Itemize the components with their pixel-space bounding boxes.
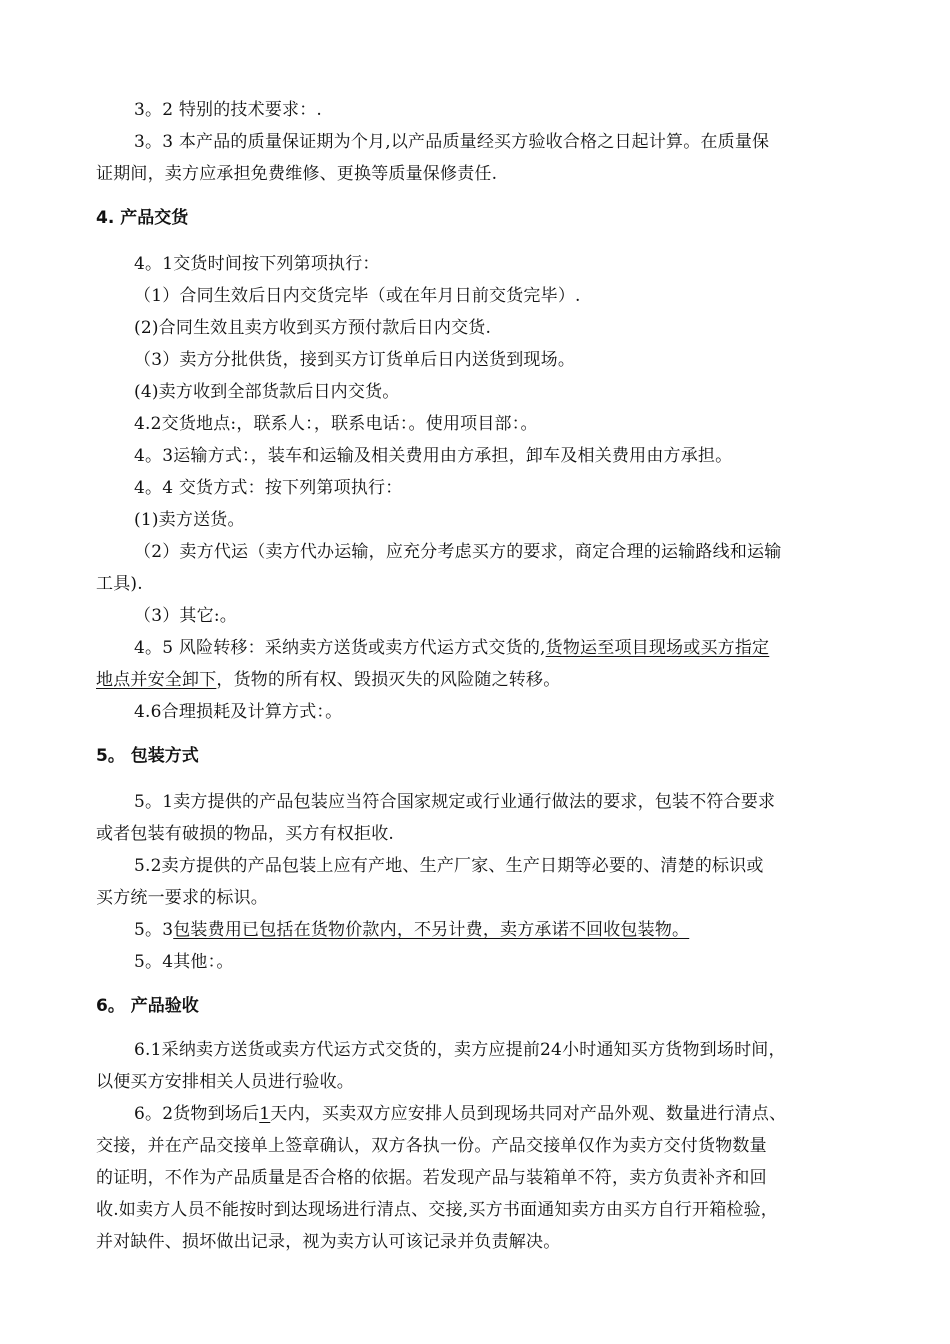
clause-6-2-cont-4: 并对缺件、损坏做出记录，视为卖方认可该记录并负责解决。 <box>96 1232 561 1252</box>
clause-4-2: 4.2交货地点:，联系人：，联系电话：。使用项目部：。 <box>134 414 538 434</box>
clause-3-3-cont: 证期间，卖方应承担免费维修、更换等质量保修责任. <box>96 164 498 184</box>
clause-4-1-option-1: （1）合同生效后日内交货完毕（或在年月日前交货完毕）. <box>134 286 581 306</box>
clause-6-1: 6.1采纳卖方送货或卖方代运方式交货的，卖方应提前24小时通知买方货物到场时间， <box>134 1040 786 1060</box>
clause-5-3 <box>134 918 689 942</box>
clause-4-3: 4。3运输方式：，装车和运输及相关费用由方承担，卸车及相关费用由方承担。 <box>134 446 733 466</box>
clause-4-5-text: 4。5 风险转移：采纳卖方送货或卖方代运方式交货的, <box>134 638 546 658</box>
clause-4-4-option-1: (1)卖方送货。 <box>134 510 245 530</box>
clause-5-4: 5。4其他：。 <box>134 952 234 972</box>
clause-4-5-underlined-cont: 地点并安全卸下 <box>96 670 217 690</box>
clause-6-2-text: 6。2货物到场后 <box>134 1104 260 1124</box>
section-6-heading: 6。 产品验收 <box>96 996 199 1016</box>
clause-4-4: 4。4 交货方式：按下列第项执行： <box>134 478 403 498</box>
clause-4-4-option-3: （3）其它:。 <box>134 606 237 626</box>
clause-5-3-number: 5。3 <box>134 920 174 940</box>
clause-4-5 <box>134 636 769 660</box>
clause-6-2-days: 1 <box>259 1104 271 1124</box>
section-4-heading: 4. 产品交货 <box>96 208 189 228</box>
clause-4-1-option-4: (4)卖方收到全部货款后日内交货。 <box>134 382 400 402</box>
clause-3-2: 3。2 特别的技术要求：. <box>134 100 323 120</box>
clause-6-2 <box>134 1102 786 1126</box>
clause-3-3: 3。3 本产品的质量保证期为个月,以产品质量经买方验收合格之日起计算。在质量保 <box>134 132 770 152</box>
clause-6-2-text-rest: 天内，买卖双方应安排人员到现场共同对产品外观、数量进行清点、 <box>270 1104 787 1124</box>
clause-4-4-option-2-cont: 工具). <box>96 574 143 594</box>
clause-5-1: 5。1卖方提供的产品包装应当符合国家规定或行业通行做法的要求，包装不符合要求 <box>134 792 776 812</box>
clause-6-1-cont: 以便买方安排相关人员进行验收。 <box>96 1072 354 1092</box>
clause-5-1-cont: 或者包装有破损的物品，买方有权拒收. <box>96 824 395 844</box>
clause-6-2-cont-1: 交接，并在产品交接单上签章确认，双方各执一份。产品交接单仅作为卖方交付货物数量 <box>96 1136 767 1156</box>
clause-4-5-cont-text: ，货物的所有权、毁损灭失的风险随之转移。 <box>216 670 561 690</box>
clause-5-2-cont: 买方统一要求的标识。 <box>96 888 268 908</box>
clause-4-5-cont <box>96 668 560 692</box>
clause-4-1-option-2: (2)合同生效且卖方收到买方预付款后日内交货. <box>134 318 492 338</box>
clause-6-2-cont-3: 收.如卖方人员不能按时到达现场进行清点、交接,买方书面通知卖方由买方自行开箱检验， <box>96 1200 779 1220</box>
section-5-heading: 5。 包装方式 <box>96 746 199 766</box>
clause-4-5-underlined: 货物运至项目现场或买方指定 <box>545 638 770 658</box>
clause-5-2: 5.2卖方提供的产品包装上应有产地、生产厂家、生产日期等必要的、清楚的标识或 <box>134 856 764 876</box>
clause-4-6: 4.6合理损耗及计算方式：。 <box>134 702 343 722</box>
clause-5-3-underlined: 包装费用已包括在货物价款内，不另计费，卖方承诺不回收包装物。 <box>173 920 690 940</box>
clause-6-2-cont-2: 的证明，不作为产品质量是否合格的依据。若发现产品与装箱单不符，卖方负责补齐和回 <box>96 1168 767 1188</box>
clause-4-1-option-3: （3）卖方分批供货，接到买方订货单后日内送货到现场。 <box>134 350 576 370</box>
clause-4-4-option-2: （2）卖方代运（卖方代办运输，应充分考虑买方的要求，商定合理的运输路线和运输 <box>134 542 782 562</box>
clause-4-1: 4。1交货时间按下列第项执行： <box>134 254 380 274</box>
